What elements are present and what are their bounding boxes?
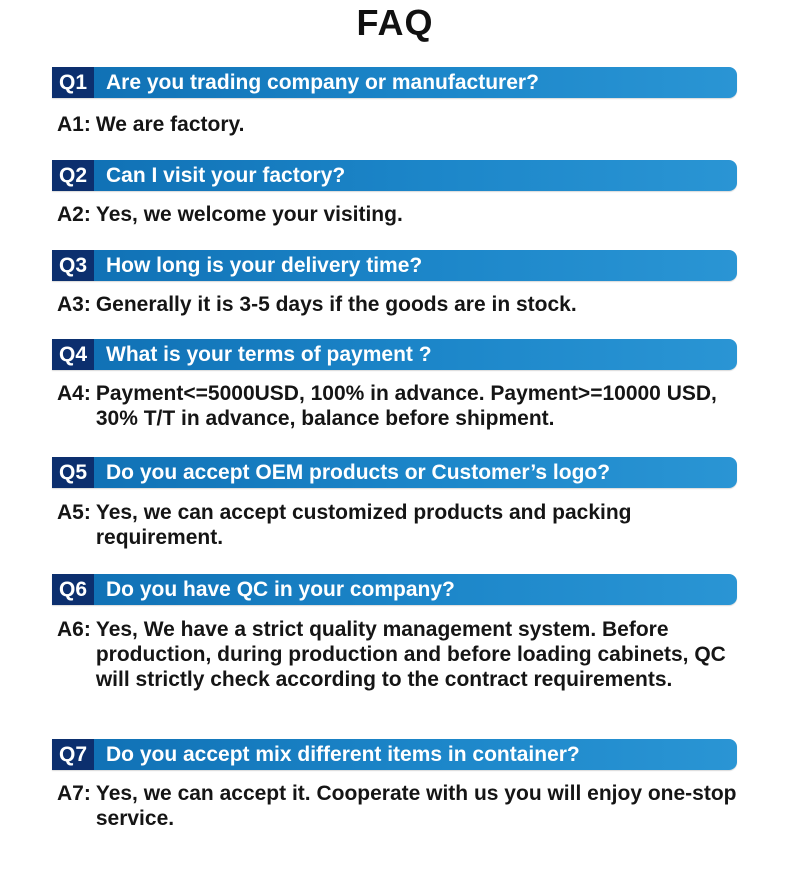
question-number: Q2 — [52, 160, 94, 191]
question-text: Do you accept mix different items in container? — [106, 742, 580, 766]
question-number: Q1 — [52, 67, 94, 98]
faq-answer-7 — [57, 781, 747, 831]
faq-question-4 — [52, 339, 737, 370]
answer-text: Yes, We have a strict quality management system. Before production, during production and before loading cabinets, QC will strictly check according to the contract requirements. — [95, 618, 726, 691]
answer-text: Yes, we can accept customized products and packing requirement. — [95, 501, 632, 549]
faq-answer-6 — [57, 617, 747, 692]
answer-label: A5: — [57, 501, 91, 524]
question-text: Do you accept OEM products or Customer’s logo? — [106, 460, 611, 484]
faq-answer-5 — [57, 500, 747, 550]
question-text: What is your terms of payment ? — [106, 342, 432, 366]
question-text: How long is your delivery time? — [106, 253, 423, 277]
question-number: Q5 — [52, 457, 94, 488]
answer-text: Yes, we can accept it. Cooperate with us you will enjoy one-stop service. — [95, 782, 737, 830]
answer-text: Payment<=5000USD, 100% in advance. Payment>=10000 USD, 30% T/T in advance, balance before shipment. — [95, 382, 717, 430]
answer-text: Generally it is 3-5 days if the goods are in stock. — [95, 293, 577, 316]
answer-label: A3: — [57, 293, 91, 316]
faq-answer-4 — [57, 381, 747, 431]
question-text: Do you have QC in your company? — [106, 577, 455, 601]
faq-answer-1 — [57, 112, 747, 137]
faq-question-5 — [52, 457, 737, 488]
answer-label: A7: — [57, 782, 91, 805]
faq-question-7 — [52, 739, 737, 770]
faq-answer-2 — [57, 202, 747, 227]
faq-question-2 — [52, 160, 737, 191]
question-number: Q4 — [52, 339, 94, 370]
page-title: FAQ — [356, 2, 434, 43]
question-text: Can I visit your factory? — [106, 163, 346, 187]
question-number: Q7 — [52, 739, 94, 770]
question-number: Q6 — [52, 574, 94, 605]
answer-label: A6: — [57, 618, 91, 641]
answer-text: Yes, we welcome your visiting. — [95, 203, 403, 226]
answer-text: We are factory. — [95, 113, 245, 136]
question-number: Q3 — [52, 250, 94, 281]
answer-label: A4: — [57, 382, 91, 405]
answer-label: A2: — [57, 203, 91, 226]
answer-label: A1: — [57, 113, 91, 136]
faq-answer-3 — [57, 292, 747, 317]
question-text: Are you trading company or manufacturer? — [106, 70, 539, 94]
faq-question-3 — [52, 250, 737, 281]
faq-question-6 — [52, 574, 737, 605]
faq-question-1 — [52, 67, 737, 98]
